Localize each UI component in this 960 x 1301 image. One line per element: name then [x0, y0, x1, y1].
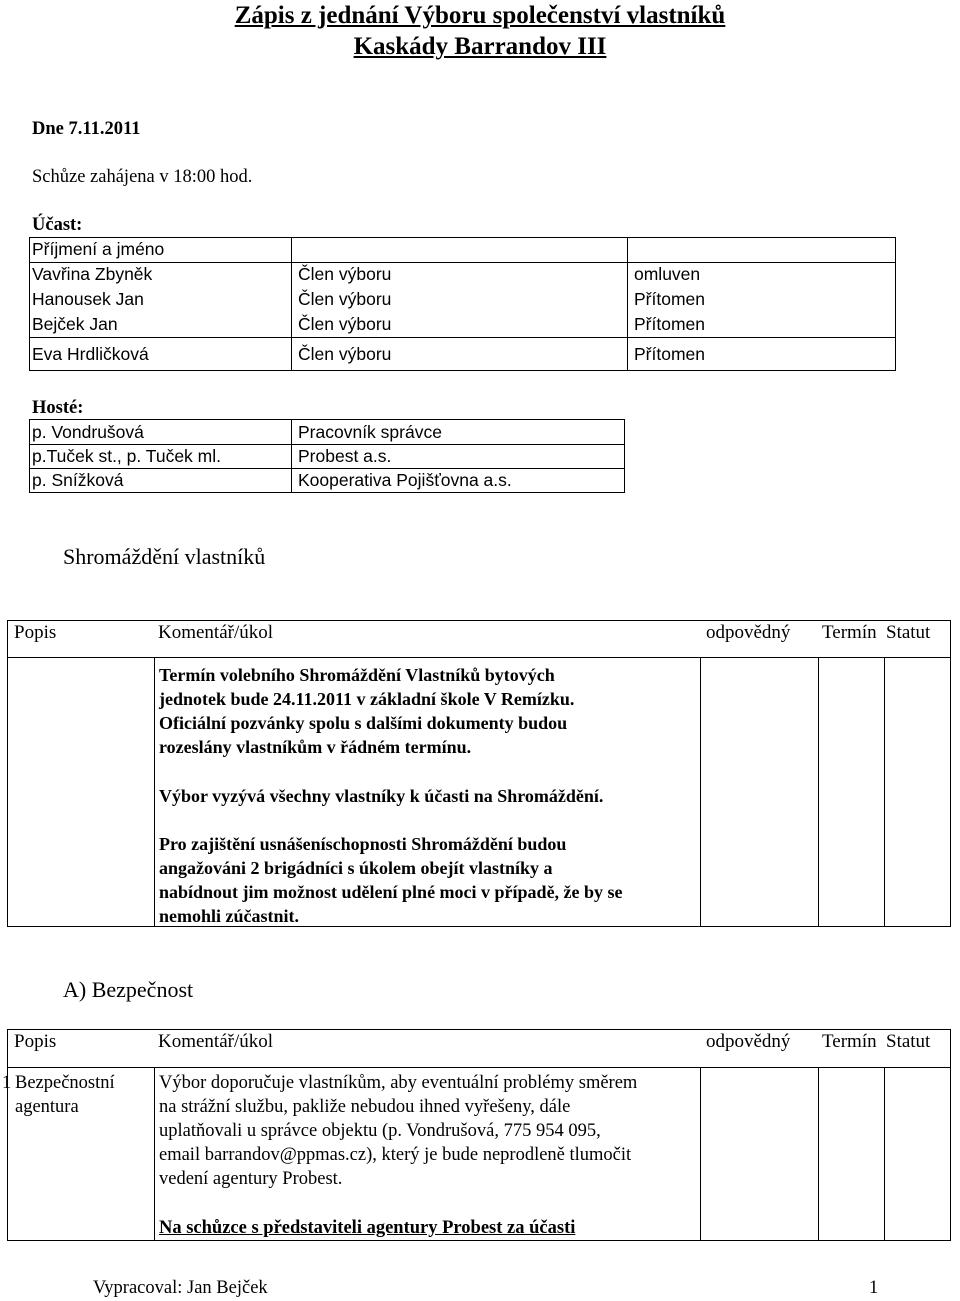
comment-line: na strážní službu, pakliže nebudou ihned vyřešeny, dále	[159, 1097, 571, 1117]
header-odpovedny: odpovědný	[706, 1031, 791, 1052]
comment-line: nemohli zúčastnit.	[159, 906, 300, 926]
member-status: omluven	[634, 264, 701, 284]
comment-line: Termín volebního Shromáždění Vlastníků bytových	[159, 665, 555, 685]
comment-line: jednotek bude 24.11.2011 v základní škole V Remízku.	[159, 689, 575, 709]
document-title-line2: Kaskády Barrandov III	[353, 33, 607, 60]
header-popis: Popis	[14, 1031, 57, 1052]
comment-line-bold: Na schůzce s představiteli agentury Probest za účasti	[159, 1218, 576, 1238]
comment-line: Výbor vyzývá všechny vlastníky k účasti na Shromáždění.	[159, 786, 604, 806]
header-popis: Popis	[14, 622, 57, 643]
member-status: Přítomen	[634, 289, 705, 309]
guest-organization: Pracovník správce	[298, 422, 442, 442]
popis-text: agentura	[15, 1097, 79, 1117]
comment-line: Pro zajištění usnášeníschopnosti Shromáždění budou	[159, 834, 567, 854]
footer-page-number: 1	[869, 1278, 879, 1298]
member-name: Eva Hrdličková	[32, 344, 149, 364]
guest-name: p. Snížková	[32, 470, 124, 490]
document-title-line1: Zápis z jednání Výboru společenství vlastníků	[234, 2, 726, 29]
member-name: Bejček Jan	[32, 314, 118, 334]
member-name: Vavřina Zbyněk	[32, 264, 153, 284]
attendance-column-header: Příjmení a jméno	[32, 239, 165, 259]
header-termin: Termín	[822, 622, 877, 643]
header-odpovedny: odpovědný	[706, 622, 791, 643]
row-number: 1	[2, 1073, 12, 1093]
comment-line: angažováni 2 brigádníci s úkolem obejít vlastníky a	[159, 858, 553, 878]
footer-author: Vypracoval: Jan Bejček	[93, 1278, 268, 1298]
header-statut: Statut	[886, 622, 931, 643]
header-statut: Statut	[886, 1031, 931, 1052]
member-status: Přítomen	[634, 344, 705, 364]
comment-line: email barrandov@ppmas.cz), který je bude neprodleně tlumočit	[159, 1145, 632, 1165]
header-termin: Termín	[822, 1031, 877, 1052]
guest-organization: Kooperativa Pojišťovna a.s.	[298, 470, 512, 490]
member-status: Přítomen	[634, 314, 705, 334]
member-role: Člen výboru	[298, 344, 392, 364]
section-heading-bezpecnost: A) Bezpečnost	[63, 977, 194, 1002]
comment-line: vedení agentury Probest.	[159, 1169, 343, 1189]
member-role: Člen výboru	[298, 289, 392, 309]
comment-line: nabídnout jim možnost udělení plné moci v případě, že by se	[159, 882, 623, 902]
guest-organization: Probest a.s.	[298, 446, 392, 466]
comment-line: Výbor doporučuje vlastníkům, aby eventuální problémy směrem	[159, 1073, 638, 1093]
meeting-start: Schůze zahájena v 18:00 hod.	[32, 167, 253, 187]
comment-line: uplatňovali u správce objektu (p. Vondrušová, 775 954 095,	[159, 1121, 601, 1141]
guest-name: p.Tuček st., p. Tuček ml.	[32, 446, 221, 466]
member-role: Člen výboru	[298, 264, 392, 284]
member-name: Hanousek Jan	[32, 289, 144, 309]
section-heading-shromazdeni: Shromáždění vlastníků	[63, 544, 266, 569]
header-komentar: Komentář/úkol	[158, 1031, 274, 1052]
guests-heading: Hosté:	[32, 398, 84, 418]
header-komentar: Komentář/úkol	[158, 622, 274, 643]
comment-line: rozeslány vlastníkům v řádném termínu.	[159, 737, 472, 757]
guest-name: p. Vondrušová	[32, 422, 144, 442]
meeting-date: Dne 7.11.2011	[32, 119, 141, 139]
comment-line: Oficiální pozvánky spolu s dalšími dokumenty budou	[159, 713, 568, 733]
popis-text: Bezpečnostní	[15, 1073, 115, 1093]
attendance-heading: Účast:	[32, 215, 83, 235]
member-role: Člen výboru	[298, 314, 392, 334]
